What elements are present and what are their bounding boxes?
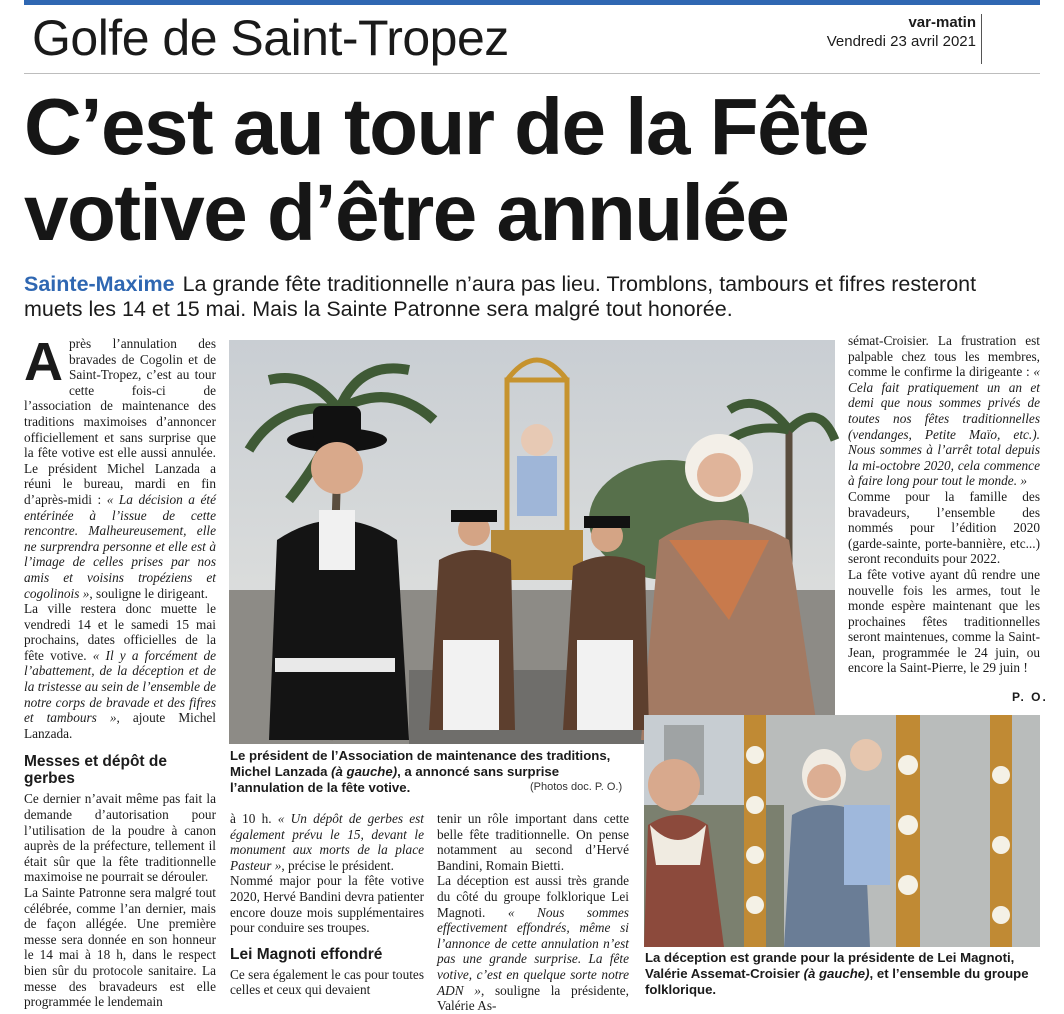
article-column-2 [230, 811, 424, 1001]
photo-lei-magnoti [644, 715, 1040, 947]
paragraph: Nommé major pour la fête votive 2020, Hervé Bandini devra patienter encore douze mois supplémentaires pour conduire ses troupes. [230, 873, 424, 936]
article-column-3 [437, 811, 629, 1014]
article-column-1 [24, 332, 216, 1010]
paragraph: tenir un rôle important dans cette belle fête traditionnelle. On pense notamment au second d’Hervé Bandini, Romain Bietti. [437, 811, 629, 873]
photo-caption-1: Le président de l’Association de maintenance des traditions, Michel Lanzada (à gauche), a annoncé sans surprise l’annulation de la fête votive. [230, 748, 611, 795]
masthead [827, 14, 976, 52]
photo-procession [229, 340, 835, 744]
paragraph: La déception est aussi très grande du côté du groupe folklorique Lei Magnoti. « Nous sommes effectivement effondrés, même si l’annonce de cette annulation n’est pas une grande surprise. La fête votive, c’est en quelque sorte notre ADN », souligne la présidente, Valérie As- [437, 873, 629, 1014]
masthead-divider [981, 14, 982, 64]
location-tag: Sainte-Maxime [24, 272, 175, 296]
paragraph: Ce dernier n’avait même pas fait la demande d’autorisation pour l’utilisation de la poudre à canon auprès de la préfecture, tellement il était sûr que la fête traditionnelle maximoise ne pourrait se dérouler. [24, 791, 216, 885]
paragraph: Ce sera également le cas pour toutes celles et ceux qui devaient [230, 966, 424, 998]
top-accent-bar [24, 0, 1040, 5]
paragraph: Après l’annulation des bravades de Cogolin et de Saint-Tropez, c’est au tour cette fois-ci de l’association de maintenance des traditions maximoises d’annoncer officiellement et sans surprise que la fête votive est elle aussi annulée. Le président Michel Lanzada a réuni le bureau, mardi en fin d’après-midi : « La décision a été entérinée à l’issue de cette rencontre. Malheureusement, elle ne surprendra personne et elle est à l’image de celles prises par nos amis et voisins tropéziens et cogolinois », souligne le dirigeant. [24, 332, 216, 601]
byline: P. O. [1012, 690, 1048, 704]
subhead-lei-magnoti: Lei Magnoti effondré [230, 945, 383, 963]
paragraph: à 10 h. « Un dépôt de gerbes est également prévu le 15, devant le monument aux morts de la place Pasteur », précise le président. [230, 811, 424, 873]
standfirst-text: La grande fête traditionnelle n’aura pas lieu. Tromblons, tambours et fifres resteront muets les 14 et 15 mai. Mais la Sainte Patronne sera malgré tout honorée. [24, 272, 977, 321]
standfirst [24, 272, 1040, 322]
paragraph: La ville restera donc muette le vendredi 14 et le samedi 15 mai prochains, dates officielles de la fête votive. « Il y a forcément de l’abattement, de la déception et de la tristesse au sein de l’ensemble de notre corps de bravade et des fifres et tambours », ajoute Michel Lanzada. [24, 601, 216, 741]
paragraph: La fête votive ayant dû rendre une nouvelle fois les armes, tout le monde espère maintenant que les prochaines fêtes traditionnelles seront maintenues, comme la Saint-Jean, programmée le 24 juin, ou encore la Saint-Pierre, le 29 juin ! [848, 566, 1040, 676]
paragraph: Comme pour la famille des bravadeurs, l’ensemble des nommés pour l’édition 2020 (garde-sainte, porte-bannière, etc...) seront reconduits pour 2022. [848, 488, 1040, 567]
subhead-messes: Messes et dépôt de gerbes [24, 753, 167, 788]
section-rubric: Golfe de Saint-Tropez [32, 10, 509, 66]
paragraph: sémat-Croisier. La frustration est palpable chez tous les membres, comme le confirme la dirigeante : « Cela fait pratiquement un an et demi que nous sommes privés de toutes nos fêtes traditionnelles (vendanges, Petite Maïo, etc.). Nous sommes à l’arrêt total depuis la mi-octobre 2020, cela commence à faire long pour tout le monde. » [848, 333, 1040, 489]
newspaper-brand: var-matin [908, 14, 976, 31]
photo-caption-2: La déception est grande pour la présidente de Lei Magnoti, Valérie Assemat-Croisier (à gauche), et l’ensemble du groupe folklorique. [645, 950, 1029, 997]
article-column-4 [848, 333, 1040, 693]
issue-date: Vendredi 23 avril 2021 [826, 33, 976, 50]
photo-credit: (Photos doc. P. O.) [530, 781, 623, 793]
header-rule [24, 73, 1040, 74]
drop-cap: A [24, 332, 63, 392]
paragraph: La Sainte Patronne sera malgré tout célébrée, comme l’an dernier, mais de façon allégée. Une première messe sera donnée en son honneur le 14 mai à 18 h, dans le respect bien sûr du protocole sanitaire. La messe des bravadeurs est elle programmée le lendemain [24, 885, 216, 1010]
headline: C’est au tour de la Fête votive d’être annulée [24, 82, 869, 257]
